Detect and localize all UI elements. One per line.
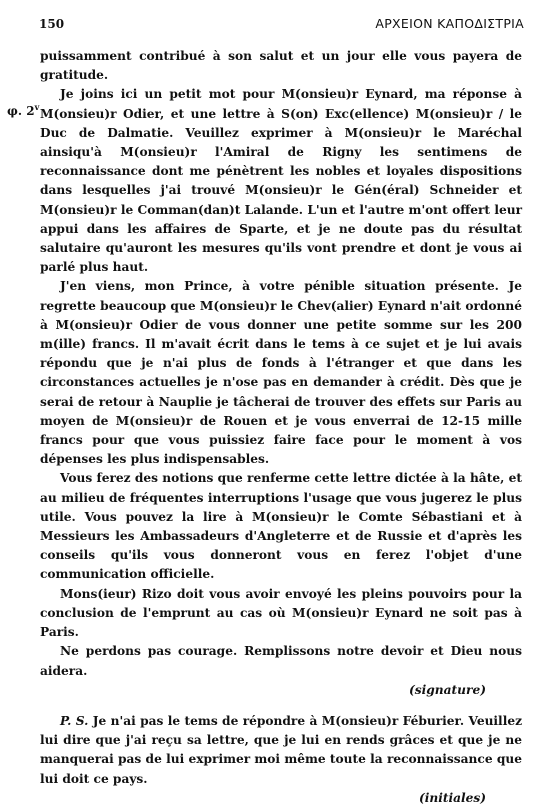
folio-label: φ. 2 [7,104,35,118]
paragraph-closing: Ne perdons pas courage. Remplissons notre devoir et Dieu nous aidera. [40,644,522,678]
paragraph-use-of-letter: Vous ferez des notions que renferme cette lettre dictée à la hâte, et au milieu de fréquentes interruptions l'usage que vous jugerez le plus utile. Vous pouvez la lire à M(onsieu)r le Comte Sébastiani et à Messieurs les Ambassadeurs d'Angleterre et de Russie et d'après les conseils qu'ils vous donneront vous en ferez l'objet d'une communication officielle. [40,471,522,582]
page-number: 150 [39,17,65,31]
paragraph-continuation: puissamment contribué à son salut et un jour elle vous payera de gratitude. [40,49,522,83]
folio-side: v [34,102,40,112]
initials-note: (initiales) [418,790,486,805]
paragraph-loan-powers: Mons(ieur) Rizo doit vous avoir envoyé les pleins pouvoirs pour la conclusion de l'emprunt au cas où M(onsieu)r Eynard ne soit pas à Paris. [40,586,522,640]
postscript-text: Je n'ai pas le tems de répondre à M(onsieu)r Féburier. Veuillez lui dire que j'ai reçu sa lettre, que je lui en rends grâces et que je ne manquerai pas de lui exprimer moi même toute la reconnaissance que lui doit ce pays. [40,713,522,786]
folio-margin-note [7,102,39,118]
paragraph-enclosures: Je joins ici un petit mot pour M(onsieu)r Eynard, ma réponse à M(onsieu)r Odier, et une lettre à S(on) Exc(ellence) M(onsieu)r / le Duc de Dalmatie. Veuillez exprimer à M(onsieu)r le Maréchal ainsiqu'à M(onsieu)r l'Amiral de Rigny les sentimens de reconnaissance dont me pénètrent les nobles et loyales dispositions dans lesquelles j'ai trouvé M(onsieu)r le Gén(éral) Schneider et M(onsieu)r le Comman(dan)t Lalande. L'un et l'autre m'ont offert leur appui dans les affaires de Sparte, et je ne doute pas du résultat salutaire qu'auront les mesures qu'ils vont prendre et dont je vous ai parlé plus haut. [40,87,522,275]
postscript-label: P. S. [60,713,89,728]
postscript [40,712,522,789]
section-gap [40,700,522,712]
running-title: ΑΡΧΕΙΟΝ ΚΑΠΟΔΙΣΤΡΙΑ [375,16,524,31]
signature-note: (signature) [409,682,486,697]
running-header [39,16,524,34]
paragraph-financial-situation: J'en viens, mon Prince, à votre pénible situation présente. Je regrette beaucoup que M(onsieu)r le Chev(alier) Eynard n'ait ordonné à M(onsieu)r Odier de vous donner une petite somme sur les 200 m(ille) francs. Il m'avait écrit dans le tems à ce sujet et je lui avais répondu que je n'ai plus de fonds à l'étranger et que dans les circonstances actuelles je n'ose pas en demander à crédit. Dès que je serai de retour à Nauplie je tâcherai de trouver des effets sur Paris au moyen de M(onsieu)r de Rouen et je vous enverrai de 12-15 mille francs pour que vous puissiez faire face pour le moment à vos dépenses les plus indispensables. [40,279,522,467]
letter-body [40,47,522,808]
